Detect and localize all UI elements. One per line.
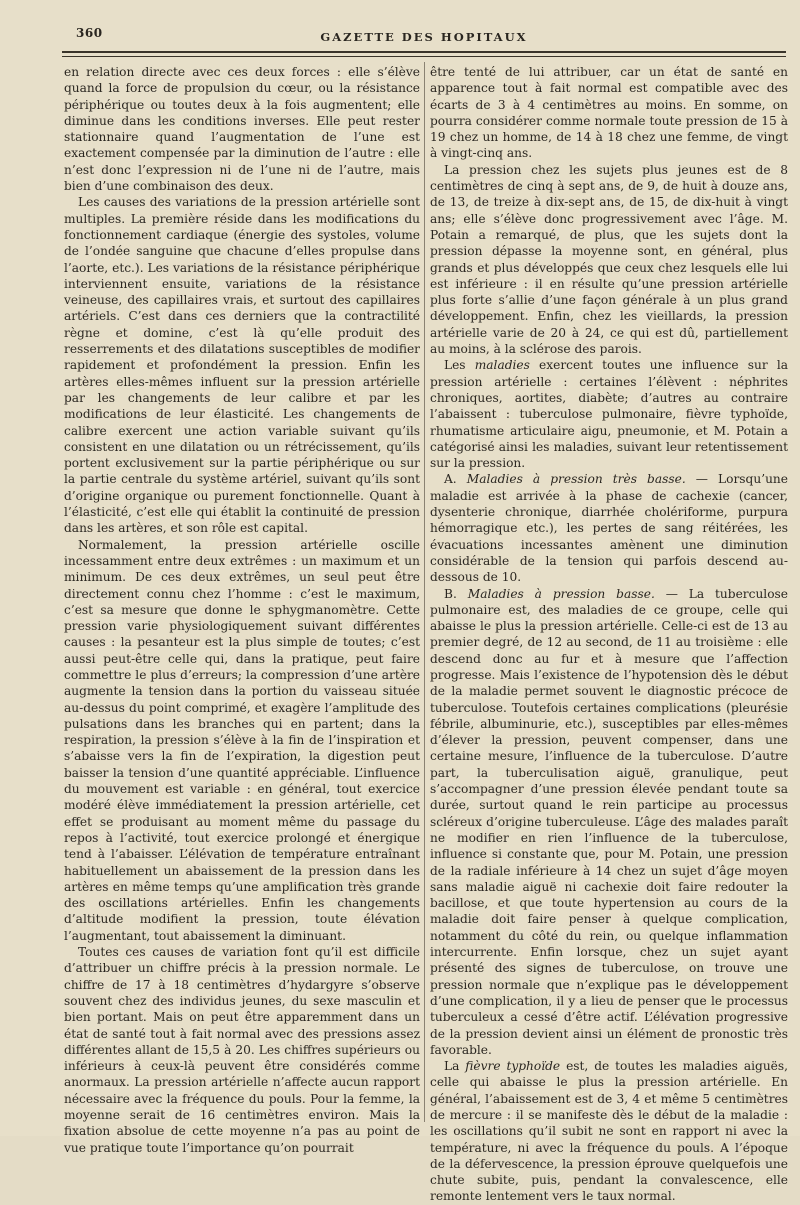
paragraph: La pression chez les sujets plus jeunes est de 8 centimètres de cinq à sept ans, de 9, de huit à douze ans, de 13, de treize à dix-sept ans, de 15, de dix-huit à vingt ans; elle s’élève donc progressivement avec l’âge. M. Potain a remarqué, de plus, que les sujets dont la pression dépasse la moyenne sont, en général, plus grands et plus développés que ceux chez lesquels elle lui est inférieure : il en résulte qu’une pression artérielle plus forte s’allie d’une façon générale à un plus grand développement. Enfin, chez les vieillards, la pression artérielle varie de 20 à 24, ce qui est dû, partiellement au moins, à la sclérose des parois. xyxy=(430,162,788,357)
lead-text: B. xyxy=(444,586,468,601)
lead-text: La xyxy=(444,1059,466,1074)
right-column xyxy=(430,64,788,1205)
paragraph: être tenté de lui attribuer, car un état de santé en apparence tout à fait normal est compatible avec des écarts de 3 à 4 centimètres au moins. En somme, on pourra considérer comme normale toute pression de 15 à 19 chez un homme, de 14 à 18 chez une femme, de vingt à vingt-cinq ans. xyxy=(430,65,788,161)
paragraph-body: — Lorsqu’une maladie est arrivée à la phase de cachexie (cancer, dysenterie chronique, diarrhée cholériforme, purpura hémorragique etc.), les pertes de sang réitérées, les évacuations incessantes amènent une diminution considérable de la tension qui parfois descend au-dessous de 10. xyxy=(430,472,788,585)
paragraph xyxy=(430,471,788,585)
paragraph-body: exercent toutes une influence sur la pression artérielle : certaines l’élèvent : néphrites chroniques, aortites, diabète; d’autres au contraire l’abaissent : tuberculose pulmonaire, fièvre typhoïde, rhumatisme articulaire aigu, pneumonie, et M. Potain a catégorisé ainsi les maladies, suivant leur retentissement sur la pression. xyxy=(430,358,788,471)
left-column xyxy=(64,64,420,1156)
lead-text: A. xyxy=(444,472,467,487)
paragraph: Toutes ces causes de variation font qu’il est difficile d’attribuer un chiffre précis à la pression normale. Le chiffre de 17 à 18 centimètres d’hydargyre s’observe souvent chez des individus jeunes, du sexe masculin et bien portant. Mais on peut être apparemment dans un état de santé tout à fait normal avec des pressions assez différentes allant de 15,5 à 20. Les chiffres supérieurs ou inférieurs à ceux-là peuvent être considérés comme anormaux. La pression artérielle n’affecte aucun rapport nécessaire avec la fréquence du pouls. Pour la femme, la moyenne serait de 16 centimètres environ. Mais la fixation absolue de cette moyenne n’a pas au point de vue pratique toute l’importance qu’on pourrait xyxy=(64,945,420,1155)
italic-heading: Maladies à pression très basse. xyxy=(466,472,686,487)
paragraph xyxy=(430,586,788,1059)
paragraph xyxy=(430,357,788,471)
italic-term: fièvre typhoïde xyxy=(465,1059,561,1074)
paragraph-body: est, de toutes les maladies aiguës, celle qui abaisse le plus la pression artérielle. En général, l’abaissement est de 3, 4 et même 5 centimètres de mercure : il se manifeste dès le début de la maladie : les oscillations qu’il subit ne sont en rapport ni avec la température, ni avec la fréquence du pouls. A l’époque de la défervescence, la pression éprouve quelquefois une chute subite, puis, pendant la convalescence, elle remonte lentement vers le taux normal. xyxy=(430,1059,789,1204)
column-divider xyxy=(424,62,425,1122)
header-rule-thin xyxy=(62,56,786,57)
italic-heading: Maladies à pression basse. xyxy=(467,586,655,601)
paragraph: Les causes des variations de la pression artérielle sont multiples. La première réside dans les modifications du fonctionnement cardiaque (énergie des systoles, volume de l’ondée sanguine que chacune d’elles propulse dans l’aorte, etc.). Les variations de la résistance périphérique interviennent ensuite, variations de la résistance veineuse, des capillaires vrais, et surtout des capillaires artériels. C’est dans ces derniers que la contractilité règne et domine, c’est là qu’elle produit des resserrements et des dilatations susceptibles de modifier rapidement et profondément la pression. Enfin les artères elles-mêmes influent sur la pression artérielle par les changements de leur calibre et par les modifications de leur élasticité. Les changements de calibre exercent une action variable suivant qu’ils consistent en une dilatation ou un rétrécissement, qu’ils portent exclusivement sur la partie périphérique ou sur la partie centrale du système artériel, suivant qu’ils sont d’origine organique ou purement fonctionnelle. Quant à l’élasticité, c’est elle qui établit la continuité de pression dans les artères, et son rôle est capital. xyxy=(64,195,420,536)
paragraph: Normalement, la pression artérielle oscille incessamment entre deux extrêmes : un maximum et un minimum. De ces deux extrêmes, un seul peut être directement connu chez l’homme : c’est le maximum, c’est sa mesure que donne le sphygmanomètre. Cette pression varie physiologiquement suivant différentes causes : la pesanteur est la plus simple de toutes; c’est aussi peut-être celle qui, dans la pratique, peut faire commettre le plus d’erreurs; la compression d’une artère augmente la tension dans la portion du vaisseau située au-dessus du point comprimé, et exagère l’amplitude des pulsations dans les branches qui en partent; dans la respiration, la pression s’élève à la fin de l’inspiration et s’abaisse vers la fin de l’expiration, la digestion peut baisser la tension d’une quantité appréciable. L’influence du mouvement est variable : en général, tout exercice modéré élève immédiatement la pression artérielle, cet effet se produisant au moment même du passage du repos à l’activité, tout exercice prolongé et énergique tend à l’abaisser. L’élévation de température entraînant habituellement un abaissement de la pression dans les artères en même temps qu’une amplification très grande des oscillations artérielles. Enfin les changements d’altitude modifient la pression, toute élévation l’augmentant, tout abaissement la diminuant. xyxy=(64,537,420,943)
header-rule-thick xyxy=(62,51,786,53)
italic-term: maladies xyxy=(474,358,530,373)
paragraph-body: — La tuberculose pulmonaire est, des maladies de ce groupe, celle qui abaisse le plus la pression artérielle. Celle-ci est de 13 au premier degré, de 12 au second, de 11 au troisième : elle descend donc au fur et à mesure que l’affection progresse. Mais l’existence de l’hypotension dès le début de la maladie permet souvent le diagnostic précoce de tuberculose. Toutefois certaines complications (pleurésie fébrile, albuminurie, etc.), susceptibles par elles-mêmes d’élever la pression, peuvent compenser, dans une certaine mesure, l’influence de la tuberculose. D’autre part, la tuberculisation aiguë, granulique, peut s’accompagner d’une pression élevée pendant toute sa durée, surtout quand le rein participe au processus scléreux d’origine tuberculeuse. L’âge des malades paraît ne modifier en rien l’influence de la tuberculose, influence si constante que, pour M. Potain, une pression de la radiale inférieure à 14 chez un sujet d’âge moyen sans maladie aiguë ni cachexie doit faire redouter la bacillose, et que toute hypertension au cours de la maladie doit faire penser à quelque complication, notamment du côté du rein, ou quelque inflammation intercurrente. Enfin lorsque, chez un sujet ayant présenté des signes de tuberculose, on trouve une pression normale que n’explique pas le développement d’une complication, il y a lieu de penser que le processus tuberculeux a cessé d’être actif. L’élévation progressive de la pression devient ainsi un élément de pronostic très favorable. xyxy=(430,586,788,1057)
paragraph xyxy=(430,1058,788,1205)
journal-title: GAZETTE DES HOPITAUX xyxy=(320,30,528,44)
lead-text: Les xyxy=(444,358,475,373)
page-number: 360 xyxy=(76,26,103,40)
paragraph: en relation directe avec ces deux forces : elle s’élève quand la force de propulsion du cœur, ou la résistance périphérique ou toutes deux à la fois augmentent; elle diminue dans les conditions inverses. Elle peut rester stationnaire quand l’augmentation de l’une est exactement compensée par la diminution de l’autre : elle n’est donc l’expression ni de l’une ni de l’autre, mais bien d’une combinaison des deux. xyxy=(64,65,420,194)
